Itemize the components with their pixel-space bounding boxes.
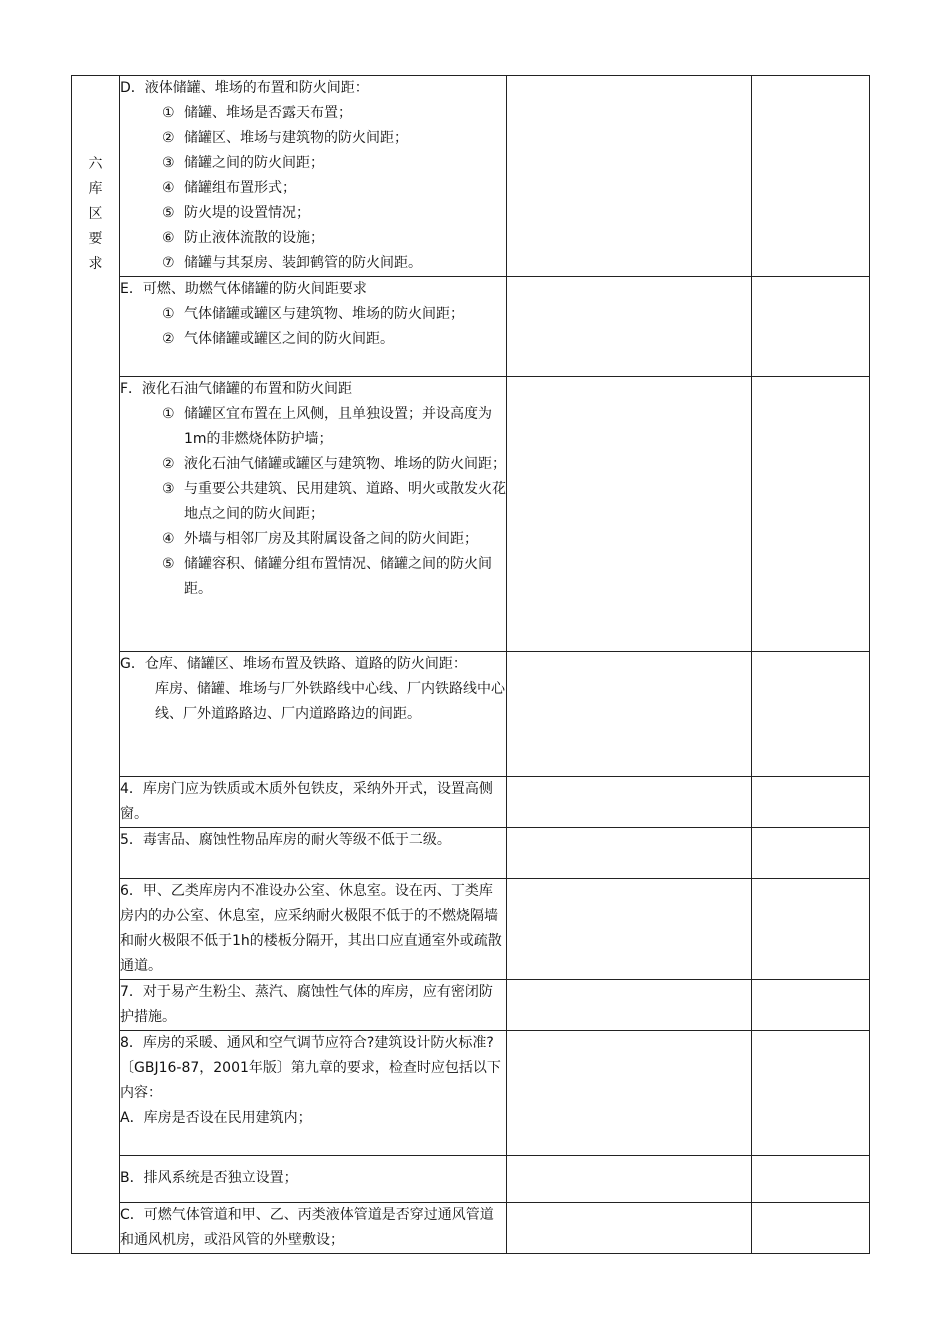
check-cell[interactable] [507,1031,752,1156]
remark-cell[interactable] [752,652,870,777]
table-row [72,777,870,828]
list-item: ⑤ 防火堤的设置情况； [162,205,310,221]
check-cell[interactable] [507,377,752,652]
list-item: ③ 与重要公共建筑、民用建筑、道路、明火或散发火花地点之间的防火间距； [162,481,506,522]
list-item: ⑥ 防止液体流散的设施； [162,230,324,246]
check-cell[interactable] [507,980,752,1031]
remark-cell[interactable] [752,777,870,828]
row-subtext: A．库房是否设在民用建筑内； [120,1110,312,1126]
list-item: ① 储罐区宜布置在上风侧，且单独设置；并设高度为1m的非燃烧体防护墙； [162,406,492,447]
table-row [72,879,870,980]
remark-cell[interactable] [752,1031,870,1156]
check-cell[interactable] [507,76,752,277]
row-text: 5．毒害品、腐蚀性物品库房的耐火等级不低于二级。 [120,832,451,848]
row-text: 库房、储罐、堆场与厂外铁路线中心线、厂内铁路线中心线、厂外道路路边、厂内道路路边的间距。 [155,681,505,722]
section-label: 六库区要求 [88,156,103,272]
row-title: F．液化石油气储罐的布置和防火间距 [120,381,353,397]
table-row [72,377,870,652]
list-item: ② 储罐区、堆场与建筑物的防火间距； [162,130,408,146]
content-cell [120,777,507,828]
content-cell [120,277,507,377]
remark-cell[interactable] [752,1156,870,1203]
row-text: B．排风系统是否独立设置； [120,1170,298,1186]
list-item: ① 气体储罐或罐区与建筑物、堆场的防火间距； [162,306,464,322]
row-title: G．仓库、储罐区、堆场布置及铁路、道路的防火间距： [120,656,467,672]
list-item: ① 储罐、堆场是否露天布置； [162,105,352,121]
table-row [72,652,870,777]
row-text: 7．对于易产生粉尘、蒸汽、腐蚀性气体的库房，应有密闭防护措施。 [120,984,493,1025]
content-cell [120,980,507,1031]
content-cell [120,879,507,980]
table-row [72,980,870,1031]
table-row [72,1031,870,1156]
row-text: 8．库房的采暖、通风和空气调节应符合?建筑设计防火标准?〔GBJ16-87，2001年版〕第九章的要求，检查时应包括以下内容： [120,1035,501,1101]
row-title: E．可燃、助燃气体储罐的防火间距要求 [120,281,367,297]
remark-cell[interactable] [752,980,870,1031]
remark-cell[interactable] [752,277,870,377]
remark-cell[interactable] [752,879,870,980]
row-title: D．液体储罐、堆场的布置和防火间距： [120,80,369,96]
check-cell[interactable] [507,1203,752,1254]
list-item: ② 气体储罐或罐区之间的防火间距。 [162,331,394,347]
check-cell[interactable] [507,879,752,980]
check-cell[interactable] [507,652,752,777]
table-row [72,1203,870,1254]
table-row [72,828,870,879]
content-cell [120,1203,507,1254]
content-cell [120,377,507,652]
section-label-cell [72,76,120,1254]
check-cell[interactable] [507,277,752,377]
list-item: ② 液化石油气储罐或罐区与建筑物、堆场的防火间距； [162,456,506,472]
content-cell [120,76,507,277]
list-item: ④ 外墙与相邻厂房及其附属设备之间的防火间距； [162,531,478,547]
check-cell[interactable] [507,828,752,879]
content-cell [120,1156,507,1203]
row-text: 4．库房门应为铁质或木质外包铁皮，采纳外开式，设置高侧窗。 [120,781,493,822]
table-row [72,76,870,277]
row-text: 6．甲、乙类库房内不准设办公室、休息室。设在丙、丁类库房内的办公室、休息室，应采纳耐火极限不低于的不燃烧隔墙和耐火极限不低于1h的楼板分隔开，其出口应直通室外或疏散通道。 [120,883,502,974]
list-item: ⑦ 储罐与其泵房、装卸鹤管的防火间距。 [162,255,422,271]
content-cell [120,652,507,777]
check-cell[interactable] [507,777,752,828]
list-item: ⑤ 储罐容积、储罐分组布置情况、储罐之间的防火间距。 [162,556,492,597]
remark-cell[interactable] [752,76,870,277]
content-cell [120,1031,507,1156]
remark-cell[interactable] [752,828,870,879]
remark-cell[interactable] [752,1203,870,1254]
remark-cell[interactable] [752,377,870,652]
table-row [72,277,870,377]
row-text: C．可燃气体管道和甲、乙、丙类液体管道是否穿过通风管道和通风机房，或沿风管的外壁敷设； [120,1207,494,1248]
list-item: ④ 储罐组布置形式； [162,180,296,196]
checklist-table [71,75,870,1254]
check-cell[interactable] [507,1156,752,1203]
content-cell [120,828,507,879]
table-row [72,1156,870,1203]
list-item: ③ 储罐之间的防火间距； [162,155,324,171]
